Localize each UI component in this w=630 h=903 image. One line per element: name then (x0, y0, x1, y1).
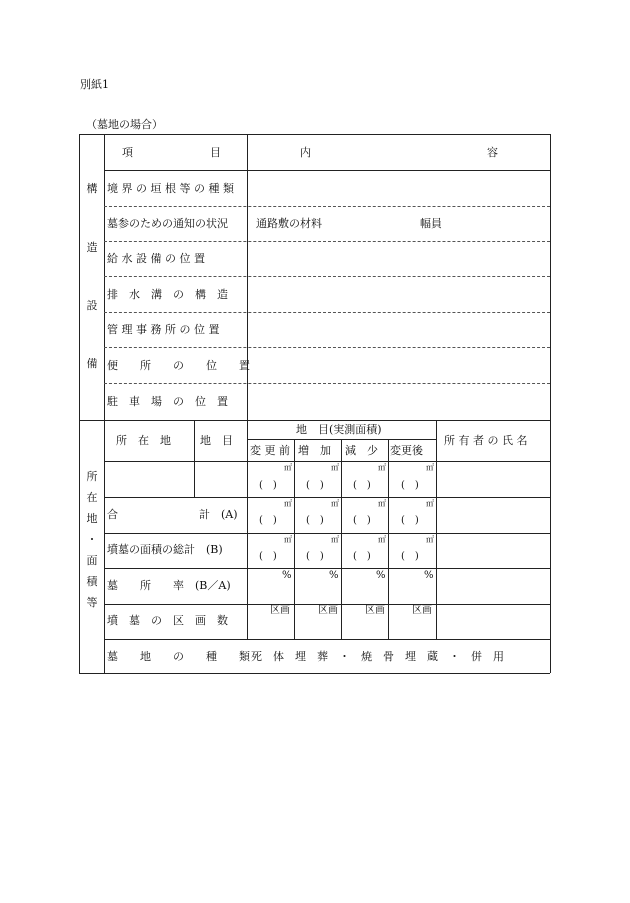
row-office: 管 理 事 務 所 の 位 置 (107, 323, 220, 336)
plots-label: 墳 墓 の 区 画 数 (107, 614, 228, 627)
grave-area-label: 墳墓の面積の総計 (B) (107, 543, 223, 556)
unit-percent: % (376, 570, 386, 581)
paren-blank: ( ) (353, 551, 371, 562)
paren-blank: ( ) (306, 480, 324, 491)
row-toilet: 便 所 の 位 置 (107, 359, 250, 372)
sub-after: 変更後 (390, 444, 423, 457)
unit-m2: ㎡ (378, 499, 386, 508)
paren-blank: ( ) (353, 515, 371, 526)
unit-m2: ㎡ (331, 463, 339, 472)
unit-percent: % (282, 570, 292, 581)
unit-m2: ㎡ (284, 499, 292, 508)
section2-label-4: 面 (86, 554, 98, 567)
unit-m2: ㎡ (331, 535, 339, 544)
col-owner: 所 有 者 の 氏 名 (444, 434, 528, 447)
section2-label-3: ・ (86, 533, 98, 546)
col-location: 所 在 地 (116, 434, 171, 447)
total-label: 合 (107, 508, 118, 521)
road-material: 通路敷の材料 (256, 217, 322, 230)
unit-plot: 区画 (412, 605, 432, 616)
col-chimoku: 地 目 (200, 434, 233, 447)
unit-percent: % (329, 570, 339, 581)
unit-m2: ㎡ (426, 535, 434, 544)
paren-blank: ( ) (401, 515, 419, 526)
road-width: 幅員 (420, 217, 442, 230)
group-header-area: 地 目(実測面積) (296, 423, 382, 436)
section1-label-0: 構 (86, 182, 98, 195)
unit-percent: % (424, 570, 434, 581)
section1-label-1: 造 (86, 241, 98, 254)
unit-m2: ㎡ (284, 463, 292, 472)
section2-label-6: 等 (86, 596, 98, 609)
header-content-b: 容 (487, 146, 498, 159)
paren-blank: ( ) (401, 480, 419, 491)
paren-blank: ( ) (259, 480, 277, 491)
header-content-a: 内 (300, 146, 311, 159)
total-suffix: 計 (A) (199, 508, 238, 521)
sub-decrease: 減 少 (345, 444, 378, 457)
paren-blank: ( ) (353, 480, 371, 491)
unit-m2: ㎡ (378, 463, 386, 472)
ratio-label: 墓 所 率 (B／A) (107, 579, 231, 592)
unit-m2: ㎡ (331, 499, 339, 508)
paren-blank: ( ) (306, 515, 324, 526)
section2-label-2: 地 (86, 512, 98, 525)
row-drainage: 排 水 溝 の 構 造 (107, 288, 228, 301)
cemetery-type-value: 死 体 埋 葬 ・ 焼 骨 埋 蔵 ・ 併 用 (251, 650, 504, 663)
section2-label-0: 所 (86, 470, 98, 483)
unit-m2: ㎡ (284, 535, 292, 544)
section1-label-3: 備 (86, 357, 98, 370)
unit-m2: ㎡ (426, 499, 434, 508)
unit-m2: ㎡ (426, 463, 434, 472)
row-parking: 駐 車 場 の 位 置 (107, 395, 228, 408)
sub-increase: 増 加 (298, 444, 331, 457)
row-visit-notice: 墓参のための通知の状況 (107, 217, 228, 230)
case-label: （墓地の場合） (86, 118, 163, 131)
paren-blank: ( ) (259, 515, 277, 526)
paren-blank: ( ) (401, 551, 419, 562)
header-item: 項 目 (122, 146, 221, 159)
paren-blank: ( ) (306, 551, 324, 562)
row-fence-type: 境 界 の 垣 根 等 の 種 類 (107, 182, 234, 195)
section2-label-5: 積 (86, 575, 98, 588)
row-water-supply: 給 水 設 備 の 位 置 (107, 252, 205, 265)
paren-blank: ( ) (259, 551, 277, 562)
unit-plot: 区画 (318, 605, 338, 616)
unit-m2: ㎡ (378, 535, 386, 544)
section1-label-2: 設 (86, 299, 98, 312)
unit-plot: 区画 (270, 605, 290, 616)
attachment-label: 別紙1 (80, 78, 109, 91)
sub-before: 変 更 前 (250, 444, 290, 457)
section2-label-1: 在 (86, 491, 98, 504)
cemetery-type-label: 墓 地 の 種 類 (107, 650, 250, 663)
unit-plot: 区画 (365, 605, 385, 616)
